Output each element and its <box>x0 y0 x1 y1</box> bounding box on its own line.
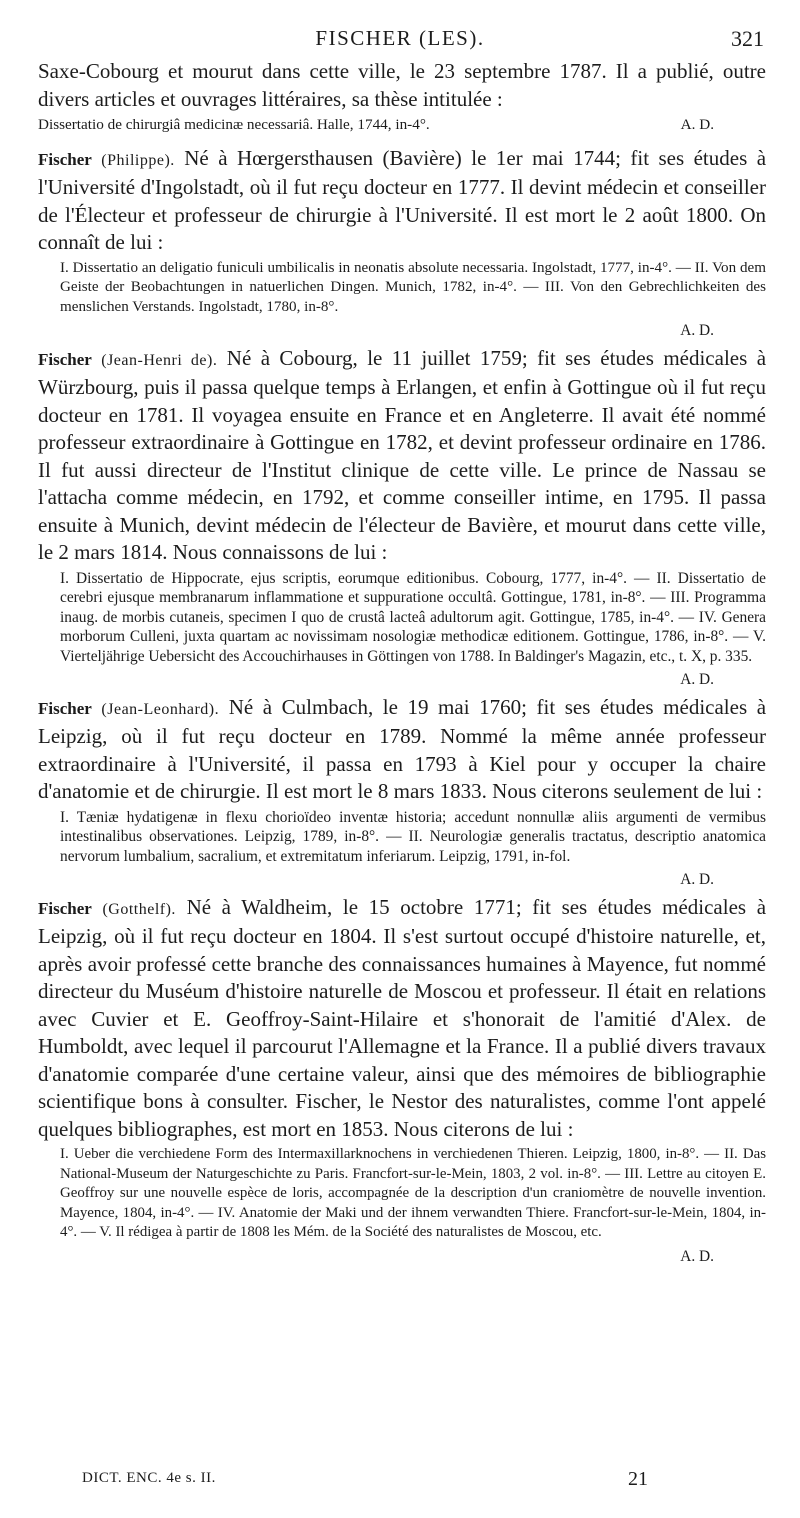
entry-paragraph <box>38 694 766 806</box>
page-body <box>38 58 766 1270</box>
entry-text: Né à Hœrgersthausen (Bavière) le 1er mai 1744; fit ses études à l'Université d'Ingolstadt, où il fut reçu docteur en 1777. Il devint médecin et conseiller de l'Électeur et professeur de chirurgie à l'Université. Il est mort le 2 août 1800. On connaît de lui : <box>38 145 767 254</box>
entry-bibliography: I. Dissertatio de Hippocrate, ejus scriptis, eorumque editionibus. Cobourg, 1777, in-4°. — II. Dissertatio de cerebri ejusque membranarum inflammatione et suppuratione occultâ. Gottingue, 1781, in-8°. — III. Programma inaug. de morbis cutaneis, specimen I quo de crustâ lacteâ adultorum agit. Gottingue, 1785, in-4°. — IV. Genera morborum Culleni, juxta quartam ac novissimam nosologiæ methodicæ editionem. Gottingue, 1786, in-8°. — V. Vierteljährige Uebersicht des Accouchirhauses in Göttingen von 1788. In Baldinger's Magazin, etc., t. X, p. 335. <box>60 569 766 665</box>
biblio-text: Dissertatio de chirurgiâ medicinæ necessariâ. Halle, 1744, in-4°. <box>38 116 430 133</box>
entry-given-name: (Gotthelf). <box>102 900 176 918</box>
author-signature: A. D. <box>680 871 714 888</box>
page-footer <box>38 1468 764 1498</box>
entry-text: Né à Culmbach, le 19 mai 1760; fit ses études médicales à Leipzig, où il fut reçu docteur en 1789. Nommé la même année professeur extraordinaire à l'Université, il passa en 1793 à Kiel pour y occuper la chaire d'anatomie et de chirurgie. Il est mort le 8 mars 1833. Nous citerons seulement de lui : <box>38 694 767 803</box>
entry-fischer-jean-leonhard <box>38 694 766 890</box>
signature-number: 21 <box>628 1468 648 1490</box>
author-signature: A. D. <box>680 671 714 688</box>
intro-bibliography <box>38 115 766 135</box>
entry-paragraph <box>38 345 766 567</box>
entry-name: Fischer <box>38 698 92 718</box>
entry-fischer-jean-henri <box>38 345 766 690</box>
running-head: FISCHER (LES). <box>315 26 485 50</box>
entry-text: Né à Waldheim, le 15 octobre 1771; fit ses études médicales à Leipzig, où il fut reçu docteur en 1804. Il s'est surtout occupé d'histoire naturelle, et, après avoir professé cette branche des connaissances humaines à Mayence, fut nommé directeur du Muséum d'histoire naturelle de Moscou et professeur. Il était en relations avec Cuvier et E. Geoffroy-Saint-Hilaire et s'honorait de l'amitié d'Alex. de Humboldt, avec lequel il parcourut l'Allemagne et la France. Il a publié divers travaux d'anatomie comparée d'une certaine valeur, ainsi que des mémoires de bibliographie scientifique bons à consulter. Fischer, le Nestor des naturalistes, comme l'ont appelé quelques bibliographes, est mort en 1853. Nous citerons de lui : <box>38 894 767 1141</box>
entry-paragraph <box>38 145 766 257</box>
author-signature: A. D. <box>680 116 714 133</box>
entry-fischer-philippe <box>38 145 766 341</box>
entry-given-name: (Philippe). <box>101 151 175 169</box>
intro-paragraph: Saxe-Cobourg et mourut dans cette ville, le 23 septembre 1787. Il a publié, outre divers articles et ouvrages littéraires, sa thèse intitulée : <box>38 59 766 111</box>
page-header <box>0 26 800 60</box>
entry-fischer-gotthelf <box>38 894 766 1267</box>
entry-bibliography: I. Dissertatio an deligatio funiculi umbilicalis in neonatis absolute necessaria. Ingolstadt, 1777, in-4°. — II. Von dem Geiste der Beobachtungen in natuerlichen Dingen. Munich, 1782, in-4°. — III. Von den Gebrechlichkeiten des menslichen Verstands. Ingolstadt, 1780, in-8°. <box>60 259 766 315</box>
page-number: 321 <box>731 26 764 51</box>
author-signature: A. D. <box>680 322 714 339</box>
entry-name: Fischer <box>38 898 92 918</box>
entry-name: Fischer <box>38 149 92 169</box>
entry-text: Né à Cobourg, le 11 juillet 1759; fit ses études médicales à Würzbourg, puis il passa quelque temps à Erlangen, et enfin à Gottingue où il fut reçu docteur en 1781. Il voyagea ensuite en France et en Angleterre. Il avait été nommé professeur extraordinaire à Gottingue en 1782, et devint professeur ordinaire en 1786. Il fut aussi directeur de l'Institut clinique de cette ville. Le prince de Nassau se l'attacha comme médecin, en 1792, et comme conseiller intime, en 1795. Il passa ensuite à Munich, devint médecin de l'électeur de Bavière, et mourut dans cette ville, le 2 mars 1814. Nous connaissons de lui : <box>38 345 767 564</box>
entry-given-name: (Jean-Leonhard). <box>101 700 220 718</box>
entry-name: Fischer <box>38 349 92 369</box>
entry-bibliography: I. Ueber die verchiedene Form des Intermaxillarknochens in verchiedenen Thieren. Leipzig, 1800, in-8°. — II. Das National-Museum der Naturgeschichte zu Paris. Francfort-sur-le-Mein, 1803, 2 vol. in-8°. — III. Lettre au citoyen E. Geoffroy sur une nouvelle espèce de loris, accompagnée de la description d'un craniomètre de nouvelle invention. Mayence, 1804, in-4°. — IV. Anatomie der Maki und der ihnem verwandten Thiere. Francfort-sur-le-Mein, 1804, in-4°. — V. Il rédigea à partir de 1808 les Mém. de la Société des naturalistes de Moscou, etc. <box>60 1146 766 1240</box>
entry-given-name: (Jean-Henri de). <box>101 351 218 369</box>
entry-bibliography: I. Tæniæ hydatigenæ in flexu chorioïdeo inventæ historia; accedunt nonnullæ aliis argumenti de vermibus intestinalibus observationes. Leipzig, 1789, in-8°. — II. Neurologiæ generalis tractatus, descriptio anatomica nervorum lumbalium, sacralium, et extremitatum inferiarum. Leipzig, 1791, in-fol. <box>60 808 766 865</box>
entry-paragraph <box>38 894 766 1144</box>
printer-signature-line: DICT. ENC. 4e s. II. <box>82 1470 216 1486</box>
author-signature: A. D. <box>680 1247 714 1265</box>
